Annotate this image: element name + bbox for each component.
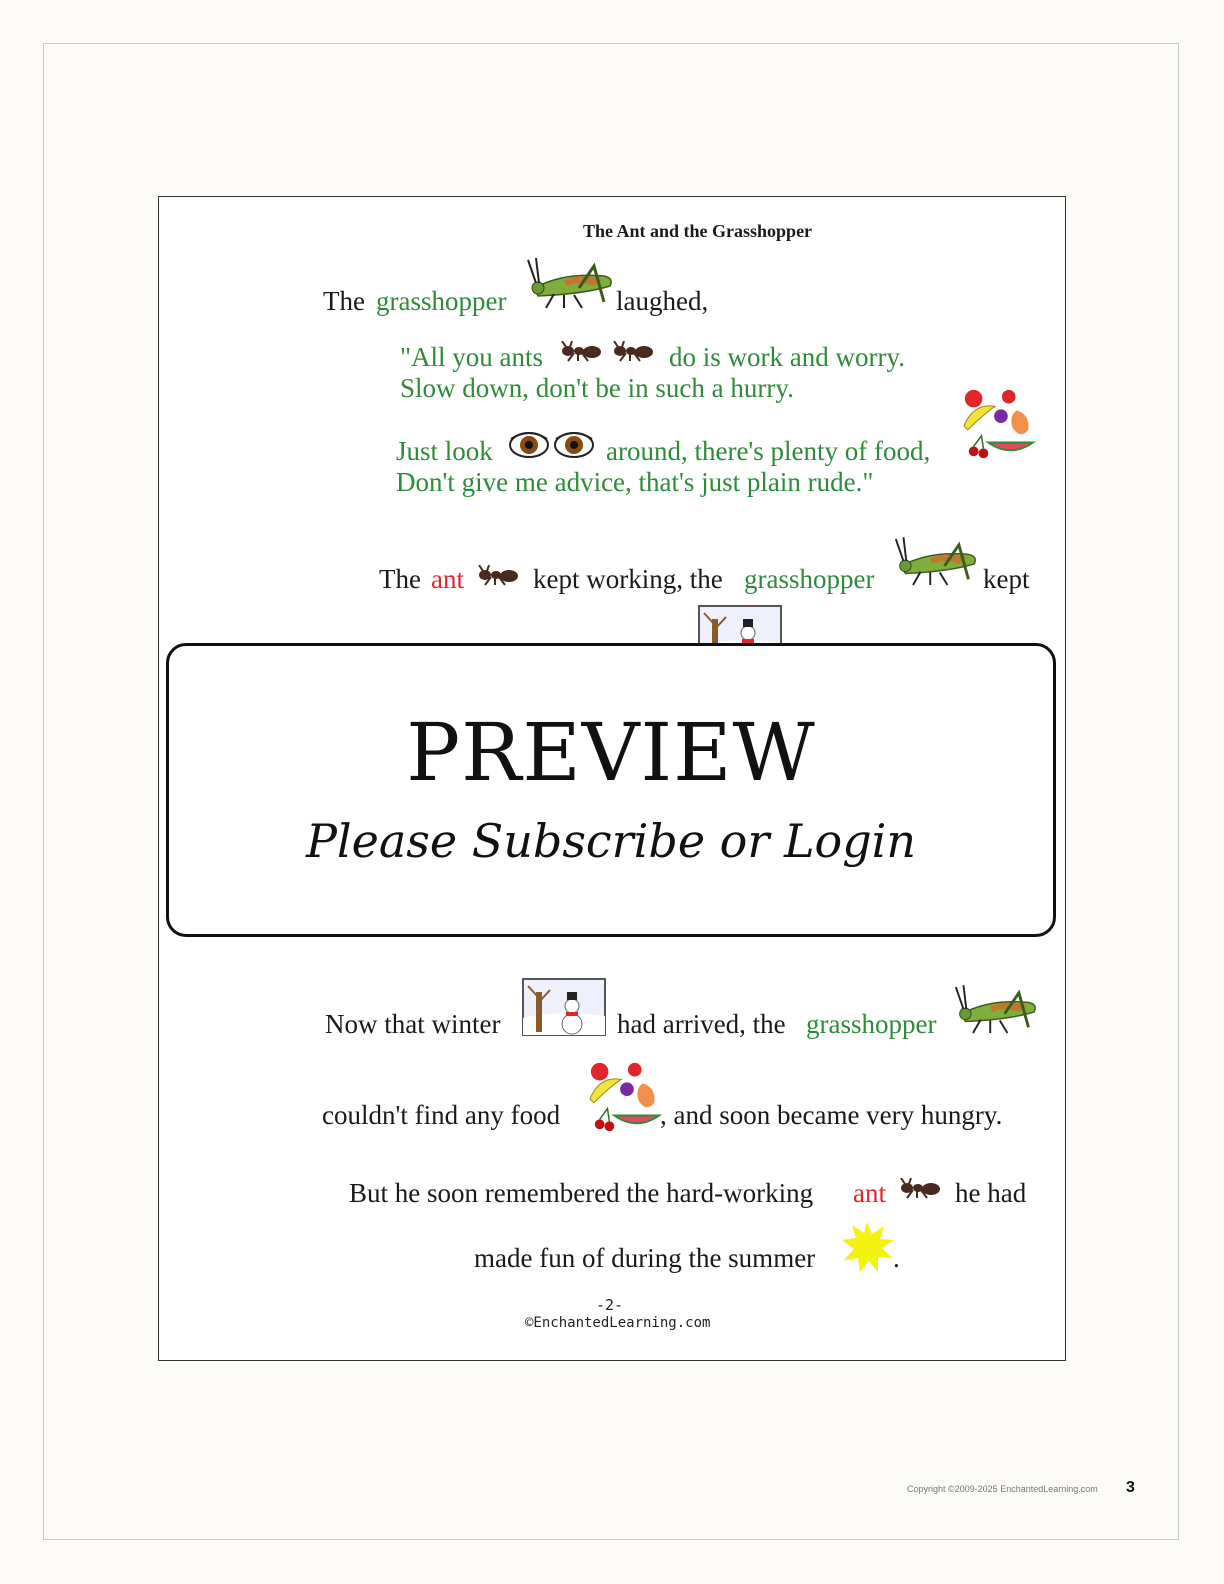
sun-icon — [842, 1222, 894, 1274]
story-text: couldn't find any food — [322, 1100, 561, 1130]
story-text: Now that winter — [325, 1009, 501, 1039]
word-grasshopper: grasshopper — [744, 564, 875, 594]
story-text: had arrived, the — [617, 1009, 786, 1039]
fruit-icon — [586, 1058, 664, 1136]
copyright-footer: Copyright ©2009-2025 EnchantedLearning.com — [907, 1484, 1098, 1494]
word-grasshopper: grasshopper — [376, 286, 507, 316]
story-text: But he soon remembered the hard-working — [349, 1178, 814, 1208]
story-text: Don't give me advice, that's just plain rude." — [396, 467, 874, 497]
grasshopper-icon — [892, 536, 978, 590]
word-ant: ant — [853, 1178, 886, 1208]
story-text: The — [323, 286, 365, 316]
page-number: -2- — [596, 1296, 624, 1314]
grasshopper-icon — [952, 984, 1038, 1038]
copyright-text: ©EnchantedLearning.com — [525, 1315, 711, 1331]
grasshopper-icon — [524, 258, 614, 312]
story-text: do is work and worry. — [669, 342, 905, 372]
story-text: . — [893, 1243, 900, 1273]
story-text: Slow down, don't be in such a hurry. — [400, 373, 794, 403]
ants-icon — [560, 341, 606, 363]
story-text: Just look — [396, 436, 493, 466]
preview-heading: PREVIEW — [406, 706, 816, 799]
ants-icon — [612, 341, 658, 363]
preview-overlay[interactable] — [166, 643, 1056, 937]
story-text: kept working, the — [533, 564, 723, 594]
story-text: he had — [955, 1178, 1027, 1208]
fruit-icon — [960, 384, 1038, 464]
subscribe-login-prompt[interactable]: Please Subscribe or Login — [305, 814, 917, 868]
story-text: kept — [983, 564, 1030, 594]
winter-snowman-icon — [522, 978, 606, 1036]
ants-icon — [476, 565, 524, 587]
story-text: made fun of during the summer — [474, 1243, 816, 1273]
ants-icon — [898, 1178, 946, 1200]
story-text: around, there's plenty of food, — [606, 436, 931, 466]
story-text: laughed, — [616, 286, 709, 316]
story-text: , and soon became very hungry. — [660, 1100, 1003, 1130]
word-grasshopper: grasshopper — [806, 1009, 937, 1039]
eyes-icon — [553, 431, 595, 461]
word-ant: ant — [431, 564, 464, 594]
winter-snowman-icon — [698, 605, 782, 643]
page-title: The Ant and the Grasshopper — [583, 221, 813, 241]
sheet-number: 3 — [1126, 1479, 1135, 1496]
story-text: "All you ants — [400, 342, 544, 372]
story-text: The — [379, 564, 421, 594]
eyes-icon — [508, 431, 550, 461]
